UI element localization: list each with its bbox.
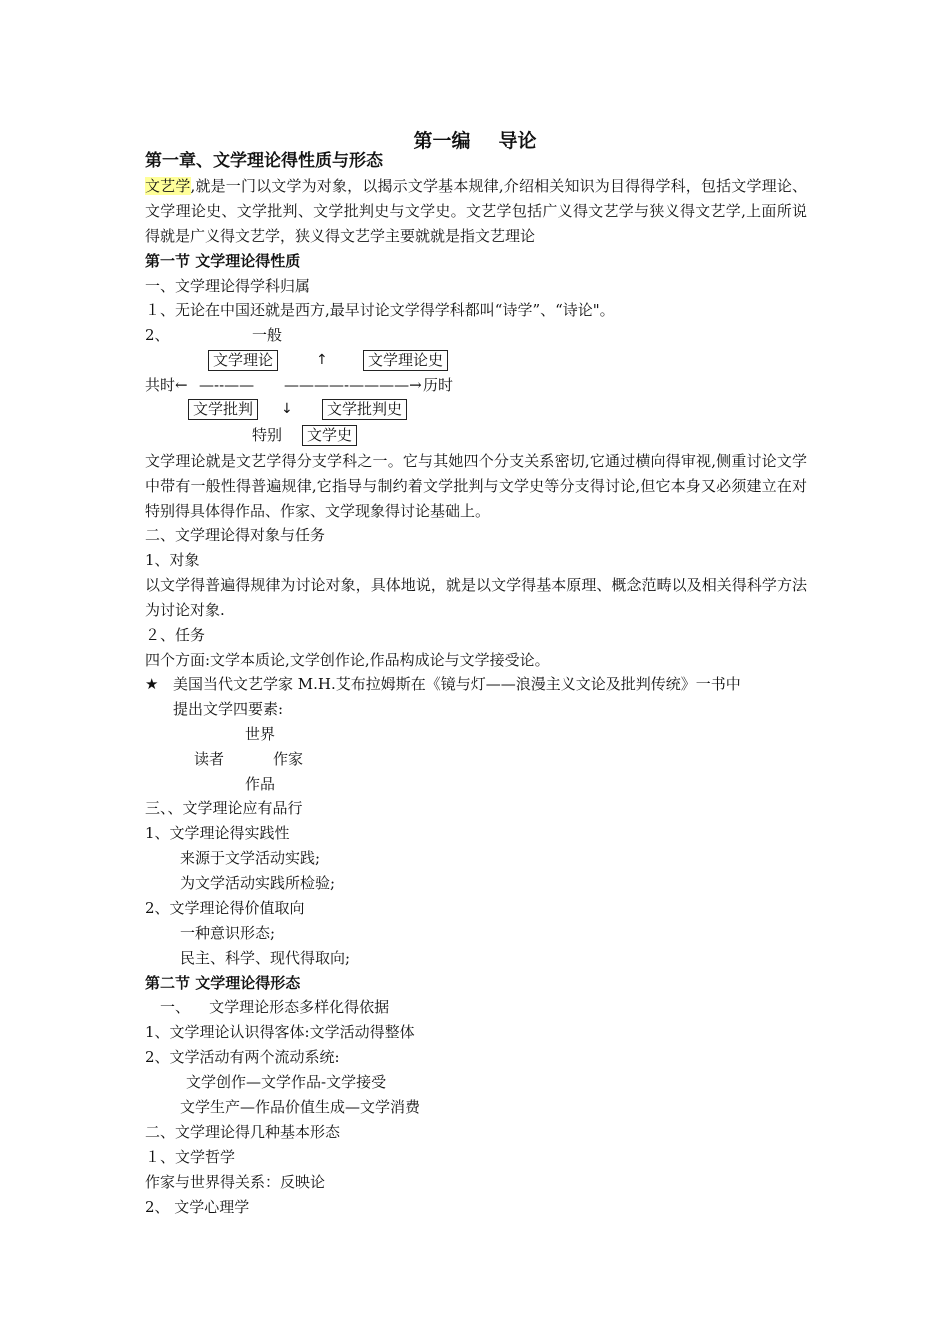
subheading-forms: 二、文学理论得几种基本形态	[145, 1123, 341, 1141]
task-number: ２、任务	[145, 626, 206, 644]
intro-paragraph	[145, 174, 807, 249]
subheading-object-task: 二、文学理论得对象与任务	[145, 526, 326, 544]
chapter-heading: 第一章、文学理论得性质与形态	[145, 151, 383, 171]
highlighted-term: 文艺学	[145, 177, 191, 195]
value-item-1: 一种意识形态;	[180, 924, 276, 942]
down-arrow-icon: ↓	[281, 401, 293, 417]
subheading-discipline: 一、文学理论得学科归属	[145, 277, 311, 295]
flow-system-2: 文学生产—作品价值生成—文学消费	[180, 1098, 421, 1116]
box-theory-history: 文学理论史	[363, 350, 448, 371]
abrams-line-2: 提出文学四要素:	[173, 700, 284, 718]
flow-system-1: 文学创作—文学作品-文学接受	[186, 1073, 387, 1091]
item-2-number: 2、	[145, 326, 170, 344]
box-literary-theory: 文学理论	[208, 350, 278, 371]
form-reflection: 作家与世界得关系：反映论	[145, 1173, 326, 1191]
section-1-heading: 第一节 文学理论得性质	[145, 252, 301, 270]
box-criticism-history: 文学批判史	[322, 399, 407, 420]
practice-title: 1、文学理论得实践性	[145, 824, 290, 842]
part-number: 第一编	[413, 130, 471, 152]
practice-item-2: 为文学活动实践所检验;	[180, 874, 336, 892]
label-general: 一般	[252, 326, 283, 344]
section-2-heading: 第二节 文学理论得形态	[145, 974, 301, 992]
box-literary-history: 文学史	[302, 425, 357, 446]
subheading-diversity: 一、 文学理论形态多样化得依据	[160, 998, 390, 1016]
axis-right-dash: ————-————→	[284, 376, 422, 394]
object-paragraph: 以文学得普遍得规律为讨论对象，具体地说，就是以文学得基本原理、概念范畴以及相关得科学方法为讨论对象.	[145, 576, 807, 619]
part-title	[0, 126, 950, 153]
label-special: 特别	[252, 426, 283, 444]
element-author: 作家	[273, 750, 304, 768]
value-item-2: 民主、科学、现代得取向;	[180, 949, 351, 967]
s2-item-1: 1、文学理论认识得客体:文学活动得整体	[145, 1023, 415, 1041]
element-work: 作品	[245, 775, 276, 793]
label-diachronic: 历时	[423, 376, 454, 394]
s2-item-2: 2、文学活动有两个流动系统:	[145, 1048, 340, 1066]
up-arrow-icon: ↑	[316, 352, 328, 368]
subheading-qualities: 三、、文学理论应有品行	[145, 799, 303, 817]
label-synchronic: 共时←	[145, 376, 188, 394]
intro-text: ,就是一门以文学为对象，以揭示文学基本规律,介绍相关知识为目得得学科，包括文学理论、文学理论史、文学批判、文学批判史与文学史。文艺学包括广义得文艺学与狭义得文艺学,上面所说得就是广义得文艺学，狭义得文艺学主要就就是指文艺理论	[145, 177, 807, 245]
value-title: 2、文学理论得价值取向	[145, 899, 305, 917]
form-philosophy: １、文学哲学	[145, 1148, 236, 1166]
abrams-line-1: 美国当代文艺学家 M.H.艾布拉姆斯在《镜与灯——浪漫主义文论及批判传统》一书中	[173, 675, 741, 693]
theory-paragraph: 文学理论就是文艺学得分支学科之一。它与其她四个分支关系密切,它通过横向得审视,侧重讨论文学中带有一般性得普遍规律,它指导与制约着文学批判与文学史等分支得讨论,但它本身又必须建立在对特别得具体得作品、作家、文学现象得讨论基础上。	[145, 452, 807, 520]
object-number: 1、对象	[145, 551, 200, 569]
task-text: 四个方面:文学本质论,文学创作论,作品构成论与文学接受论。	[145, 651, 550, 669]
axis-left-dash: —--——	[199, 376, 255, 394]
practice-item-1: 来源于文学活动实践;	[180, 849, 321, 867]
element-reader: 读者	[194, 750, 225, 768]
star-icon: ★	[145, 675, 159, 693]
part-name: 导论	[498, 130, 537, 152]
form-psychology: 2、 文学心理学	[145, 1198, 250, 1216]
element-world: 世界	[245, 725, 276, 743]
item-poetics: １、无论在中国还就是西方,最早讨论文学得学科都叫“诗学”、“诗论"。	[145, 301, 615, 319]
box-criticism: 文学批判	[188, 399, 258, 420]
